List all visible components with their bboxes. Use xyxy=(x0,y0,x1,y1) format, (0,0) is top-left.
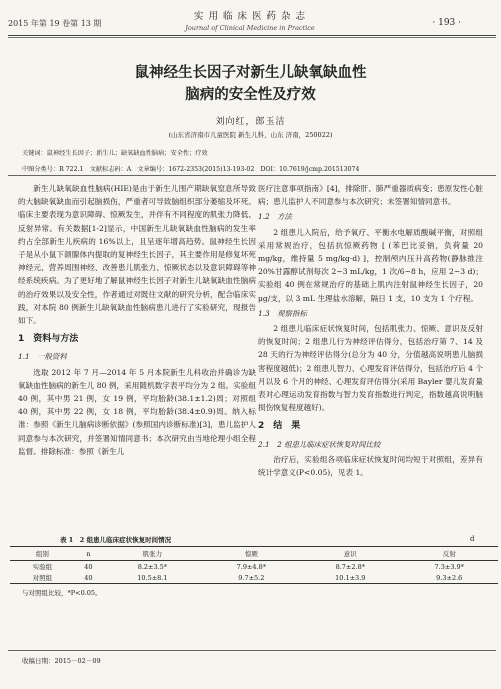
table-cell: 9.3±2.6 xyxy=(400,572,498,584)
table-caption: 表 1 2 组患儿临床症状恢复时间情况 xyxy=(60,536,172,544)
subsection-heading: 1.1 一般资料 xyxy=(18,352,67,362)
journal-masthead xyxy=(170,8,330,32)
title-line-2: 脑病的安全性及疗效 xyxy=(185,87,316,103)
result-paragraph: 治疗后，实验组各项临床症状恢复时间均短于对照组，差异有统计学意义(P<0.05)，见表 1。 xyxy=(258,454,483,478)
subsection-heading: 1.3 观察指标 xyxy=(258,308,307,318)
table-row xyxy=(10,572,498,584)
section-heading: 2 结 果 xyxy=(258,421,301,432)
table-cell: 10.5±8.1 xyxy=(102,572,202,584)
header-rule-thin xyxy=(8,37,496,38)
journal-issue: 2015 年第 19 卷第 13 期 xyxy=(8,19,102,28)
table-cell: 40 xyxy=(84,562,93,571)
exclusion-paragraph: 医疗注意事项指南》[4]，排除肝、肺严重器质病变；患原发性心脏病；患儿监护人不同意参与本次研究；未签署知情同意书。 xyxy=(258,184,483,207)
table-header-row xyxy=(10,547,498,561)
method-paragraph: 2 组患儿入院后，给予氧疗、平衡水电解质酸碱平衡，对照组采用常规治疗，包括抗惊厥药物 [ (苯巴比妥钠，负荷量 20 mg/kg，维持量 5 mg/kg·d) ]，控制颅内压升高药物(静脉推注 20%甘露醇试剂每次 2~3 mL/kg，1 次/6~8 h，应用 2~3 d)；实验组 40 例在常规治疗的基础上肌内注射鼠神经生长因子，20 μg/支，以 3 mL 生理盐水溶解，隔日 1 支，10 支为 1 个疗程。 xyxy=(258,227,483,303)
table-row xyxy=(10,561,498,573)
right-column xyxy=(258,182,483,479)
header-reflex: 反射 xyxy=(400,547,498,561)
indicator-paragraph: 2 组患儿临床症状恢复时间，包括肌张力、惊厥、意识及反射的恢复时间；2 组患儿行为神经评估得分，包括治疗第 7、14 及 28 天的行为神经评估得分(总分为 40 分，分值越高说明患儿脑损害程度越低)；2 组患儿智力、心理发育评估得分，包括治疗后 4 个月以及 6 个月的神经、心理发育评估得分(采用 Bayler 婴儿发育量表对心理运动发育指数与智力发育指数进行判定，指数越高说明脑损伤恢复程度越好)。 xyxy=(258,324,483,413)
table-cell: 7.9±4.8* xyxy=(236,562,267,571)
table-cell: 40 xyxy=(75,572,102,584)
results-table xyxy=(10,546,498,584)
authors: 刘向红，郎玉洁 xyxy=(215,117,286,127)
affiliation: (山东省济南市儿童医院 新生儿科，山东 济南，250022) xyxy=(168,131,333,139)
classification-line: 中图分类号：R 722.1 文献标志码：A 文章编号：1672-2353(2015)13-193-02 DOI：10.7619/jcmp.201513074 xyxy=(22,166,360,173)
table-cell: 9.7±5.2 xyxy=(203,572,300,584)
header-n: n xyxy=(75,547,102,561)
table-cell: 8.2±3.5* xyxy=(137,562,168,571)
table-cell: 实验组 xyxy=(32,563,53,571)
journal-name-en: Journal of Clinical Medicine in Practice xyxy=(185,24,315,32)
table-unit: d xyxy=(470,535,475,543)
table-cell: 8.7±2.8* xyxy=(335,562,365,571)
subsection-heading: 1.2 方法 xyxy=(258,212,292,222)
header-consciousness: 意识 xyxy=(300,547,400,561)
keywords: 关键词：鼠神经生长因子；新生儿；缺氧缺血性脑病；安全性；疗效 xyxy=(22,150,208,157)
table-cell: 10.1±3.9 xyxy=(300,572,400,584)
page-number: · 193 · xyxy=(432,18,461,28)
title-line-1: 鼠神经生长因子对新生儿缺氧缺血性 xyxy=(134,65,367,81)
left-column xyxy=(18,182,256,458)
header-muscle-tone: 肌张力 xyxy=(102,547,202,561)
received-date: 收稿日期：2015－02－09 xyxy=(22,657,101,665)
header-rule xyxy=(8,35,496,36)
abstract-rule xyxy=(8,175,496,176)
header-convulsion: 惊厥 xyxy=(203,547,300,561)
table-cell: 7.3±3.9* xyxy=(434,562,464,571)
intro-paragraph: 新生儿缺氧缺血性脑病(HIE)是由于新生儿围产期缺氧窒息所导致的大脑缺氧缺血而引起脑损伤，严重者可导致脑组织部分萎缩及坏死。临床主要表现为意识障碍、惊厥发生，并伴有不同程度的肌张力降低、反射异常。有关数据[1-2]显示，中国新生儿缺氧缺血性脑病的发生率约占全部新生儿疾病的 16%以上，且呈逐年增高趋势。鼠神经生长因子是从小鼠下颌腺体内提取的复神经生长因子，其主要作用是修复坏死神经元、营养周围神经、改善患儿肌张力、惊厥状态以及意识障碍等神经系统疾病。为了更好地了解鼠神经生长因子对新生儿缺氧缺血性脑病的治疗效果以及安全性，作者通过对既往文献的研究分析，配合临床实践，对本院 80 例新生儿缺氧缺血性脑病患儿进行了实验研究，现报告如下。 xyxy=(18,184,256,326)
general-data-paragraph: 选取 2012 年 7 月—2014 年 5 月本院新生儿科收治并确诊为缺氧缺血性脑病的新生儿 80 例，采用随机数字表平均分为 2 组。实验组 40 例，其中男 21 例，女 19 例，平均胎龄(38.1±1.2)周；对照组 40 例，其中男 22 例，女 18 例，平均胎龄(38.4±0.9)周。纳入标准：参照《新生儿脑病诊断依据》(参照国内诊断标准)[3]，患儿监护人同意参与本次研究，并签署知情同意书；本次研究由当地伦理小组全程监督。排除标准：参照《新生儿 xyxy=(18,367,256,456)
section-heading: 1 资料与方法 xyxy=(18,334,79,345)
table-note: 与对照组比较，*P<0.05。 xyxy=(22,589,102,597)
subsection-heading: 2.1 2 组患儿临床症状恢复时间比较 xyxy=(258,439,381,449)
footer-rule xyxy=(8,650,496,651)
table-cell: 对照组 xyxy=(10,572,75,584)
header-group: 组别 xyxy=(10,547,75,561)
article-title xyxy=(30,62,471,106)
journal-name-cn: 实 用 临 床 医 药 杂 志 xyxy=(193,11,307,22)
